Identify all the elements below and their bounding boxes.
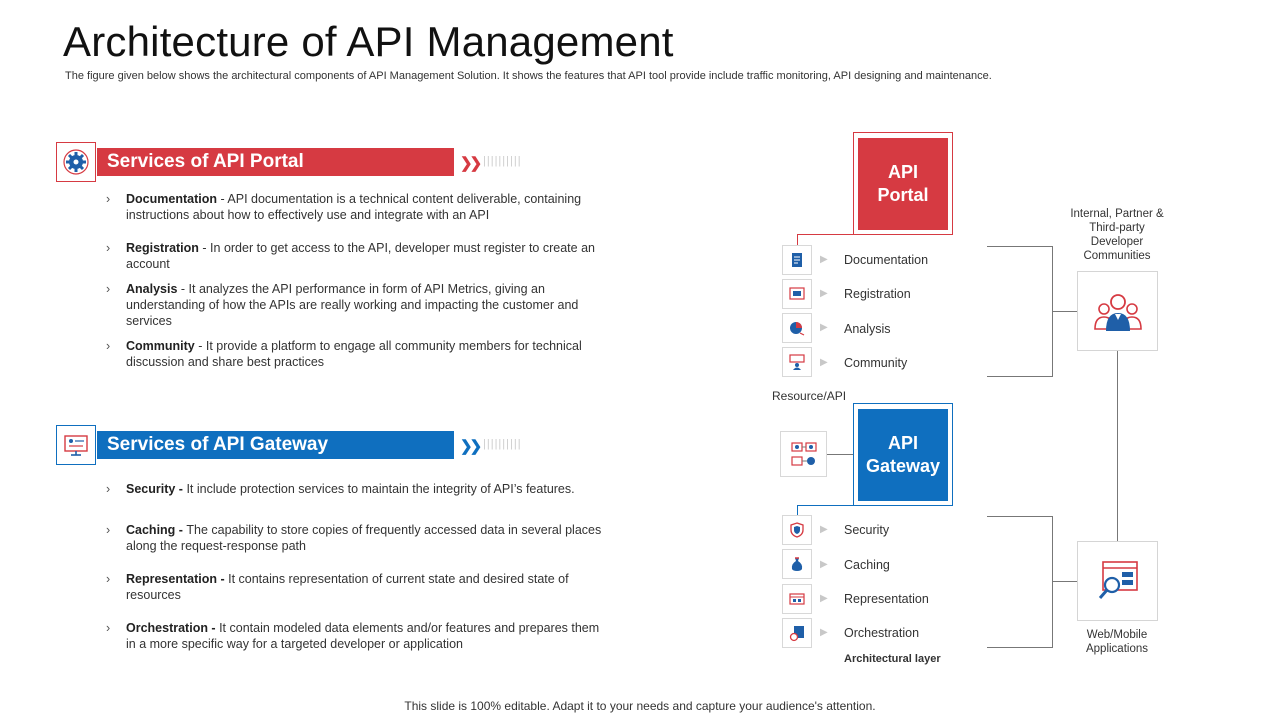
connector-line — [987, 246, 1053, 247]
list-item: › Representation - It contains representation of current state and desired state of resources — [106, 572, 569, 602]
registration-form-icon — [782, 279, 812, 309]
arrow-right-icon: ▶ — [820, 559, 828, 570]
portal-services-list — [106, 191, 611, 370]
resource-network-icon — [780, 431, 827, 477]
resource-api-label: Resource/API — [772, 389, 847, 403]
arrow-right-icon: ▶ — [820, 524, 828, 535]
gear-document-icon — [782, 618, 812, 648]
component-label-caching: Caching — [844, 558, 890, 572]
component-label-community: Community — [844, 356, 908, 370]
architectural-layer-label: Architectural layer — [844, 653, 941, 665]
tick-marks: |||||||||| — [483, 155, 522, 167]
developer-communities-label: Internal, Partner & Third-party Developer Communities — [1070, 208, 1164, 262]
component-label-documentation: Documentation — [844, 253, 929, 267]
connector-line — [987, 376, 1053, 377]
component-label-representation: Representation — [844, 592, 929, 606]
api-gateway-box — [853, 403, 953, 506]
component-label-analysis: Analysis — [844, 322, 891, 336]
arrow-right-icon: ▶ — [820, 357, 828, 368]
presentation-icon — [782, 584, 812, 614]
list-item: › Documentation - API documentation is a technical content deliverable, containing instructions about how to effectively use and integrate with an API — [106, 192, 582, 222]
api-portal-box — [853, 132, 953, 235]
component-label-orchestration: Orchestration — [844, 626, 920, 640]
page-title: Architecture of API Management — [63, 18, 674, 65]
connector-line — [1052, 311, 1077, 312]
shield-icon — [782, 515, 812, 545]
monitor-icon — [56, 425, 96, 465]
web-app-icon — [1077, 541, 1158, 621]
component-label-registration: Registration — [844, 287, 911, 301]
footer-note: This slide is 100% editable. Adapt it to your needs and capture your audience's attention. — [404, 699, 876, 713]
portal-section-heading: Services of API Portal — [97, 148, 454, 176]
arrow-right-icon: ▶ — [820, 627, 828, 638]
arrow-right-icon: ▶ — [820, 288, 828, 299]
connector-line — [987, 647, 1053, 648]
document-icon — [782, 245, 812, 275]
connector-line — [797, 505, 853, 506]
page-subtitle: The figure given below shows the architectural components of API Management Solution. It shows the features that API tool provide include traffic monitoring, API designing and maintenance. — [65, 70, 992, 82]
connector-line — [987, 516, 1053, 517]
connector-line — [1052, 516, 1053, 648]
connector-line — [1052, 581, 1077, 582]
arrow-right-icon: ▶ — [820, 322, 828, 333]
community-board-icon — [782, 347, 812, 377]
list-item: › Community - It provide a platform to engage all community members for technical discussion and share best practices — [106, 339, 582, 369]
list-item: › Analysis - It analyzes the API performance in form of API Metrics, giving an understanding of how the APIs are really working and impacting the customer and services — [106, 282, 579, 328]
list-item: › Orchestration - It contain modeled data elements and/or features and prepares them in a more specific way for a targeted developer or application — [106, 621, 600, 651]
arrow-right-icon: ▶ — [820, 593, 828, 604]
connector-line — [797, 234, 853, 235]
money-bag-icon — [782, 549, 812, 579]
double-chevron-icon: ❯❯ — [460, 438, 480, 455]
gateway-section-heading: Services of API Gateway — [97, 431, 454, 459]
double-chevron-icon: ❯❯ — [460, 155, 480, 172]
tick-marks: |||||||||| — [483, 438, 522, 450]
users-group-icon — [1077, 271, 1158, 351]
list-item: › Caching - The capability to store copies of frequently accessed data in several places along the request-response path — [106, 523, 602, 553]
web-mobile-apps-label: Web/Mobile Applications — [1085, 629, 1148, 655]
list-item: › Security - It include protection services to maintain the integrity of API’s features. — [106, 482, 575, 496]
api-portal-label: API Portal — [877, 161, 929, 205]
arrow-right-icon: ▶ — [820, 254, 828, 265]
connector-line — [827, 454, 853, 455]
gateway-services-list — [106, 481, 611, 652]
api-gateway-label: API Gateway — [865, 432, 941, 476]
list-item: › Registration - In order to get access to the API, developer must register to create an account — [106, 241, 595, 271]
pie-chart-icon — [782, 313, 812, 343]
component-label-security: Security — [844, 523, 890, 537]
connector-line — [1117, 351, 1118, 541]
gear-globe-icon — [56, 142, 96, 182]
